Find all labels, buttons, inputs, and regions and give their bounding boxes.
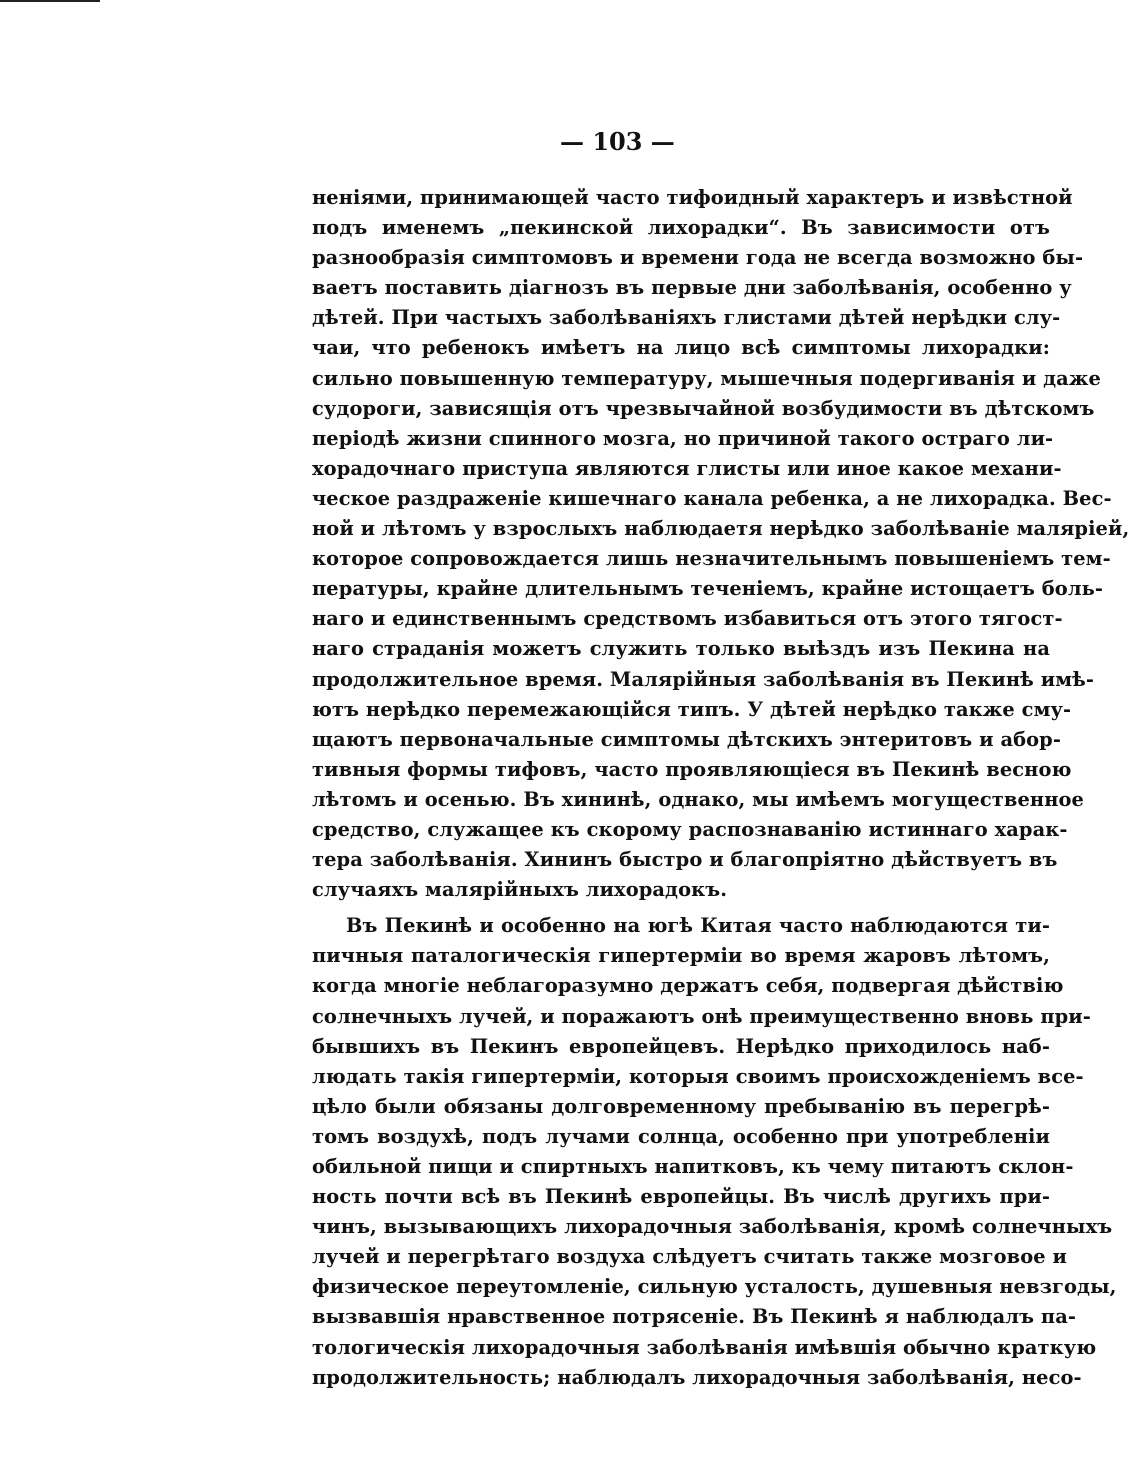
text-line: случаяхъ малярійныхъ лихорадокъ. [312, 878, 728, 902]
text-line: періодѣ жизни спинного мозга, но причиной такого остраго ли- [312, 426, 1054, 450]
text-line: чаи, что ребенокъ имѣетъ на лицо всѣ симптомы лихорадки: [312, 336, 1050, 360]
text-line: средство, служащее къ скорому распознаванію истиннаго харак- [312, 817, 1068, 841]
text-line: тивныя формы тифовъ, часто проявляющіеся въ Пекинѣ весною [312, 757, 1072, 781]
text-line: томъ воздухѣ, подъ лучами солнца, особенно при употребленіи [312, 1124, 1050, 1148]
text-line: разнообразія симптомовъ и времени года не всегда возможно бы- [312, 246, 1084, 270]
paragraph-2 [312, 911, 1117, 1393]
scan-edge-rule [0, 0, 100, 2]
text-line: Въ Пекинѣ и особенно на югѣ Китая часто наблюдаются ти- [346, 914, 1050, 938]
text-line: ваетъ поставить діагнозъ въ первые дни заболѣванія, особенно у [312, 276, 1072, 300]
text-line: цѣло были обязаны долговременному пребыванію въ перегрѣ- [312, 1094, 1050, 1118]
text-line: когда многіе неблагоразумно держатъ себя, подвергая дѣйствію [312, 974, 1064, 998]
text-line: продолжительное время. Малярійныя заболѣванія въ Пекинѣ имѣ- [312, 667, 1095, 691]
text-line: лѣтомъ и осенью. Въ хининѣ, однако, мы имѣемъ могущественное [312, 787, 1084, 811]
text-line: вызвавшія нравственное потрясеніе. Въ Пекинѣ я наблюдалъ па- [312, 1305, 1077, 1329]
text-line: лучей и перегрѣтаго воздуха слѣдуетъ считать также мозговое и [312, 1245, 1068, 1269]
text-line: бывшихъ въ Пекинъ европейцевъ. Нерѣдко приходилось наб- [312, 1034, 1050, 1058]
text-line: тологическія лихорадочныя заболѣванія имѣвшія обычно краткую [312, 1335, 1097, 1359]
text-line: которое сопровождается лишь незначительнымъ повышеніемъ тем- [312, 547, 1111, 571]
text-line: пичныя паталогическія гипертерміи во время жаровъ лѣтомъ, [312, 944, 1050, 968]
text-line: наго страданія можетъ служить только выѣздъ изъ Пекина на [312, 637, 1050, 661]
text-line: людать такія гипертерміи, которыя своимъ происхожденіемъ все- [312, 1064, 1084, 1088]
text-line: чинъ, вызывающихъ лихорадочныя заболѣванія, кромѣ солнечныхъ [312, 1215, 1113, 1239]
paragraph-1 [312, 183, 1130, 905]
text-line: обильной пищи и спиртныхъ напитковъ, къ чему питаютъ склон- [312, 1155, 1074, 1178]
text-line: щаютъ первоначальные симптомы дѣтскихъ энтеритовъ и абор- [312, 727, 1061, 751]
text-line: судороги, зависящія отъ чрезвычайной возбудимости въ дѣтскомъ [312, 396, 1095, 420]
text-line: физическое переутомленіе, сильную усталость, душевныя невзгоды, [312, 1275, 1117, 1299]
text-line: ной и лѣтомъ у взрослыхъ наблюдаетя нерѣдко заболѣваніе малярiей, [312, 517, 1130, 541]
text-line: хорадочнаго приступа являются глисты или иное какое механи- [312, 456, 1062, 480]
text-line: наго и единственнымъ средствомъ избавиться отъ этого тягост- [312, 607, 1063, 631]
text-line: пературы, крайне длительнымъ теченіемъ, крайне истощаетъ боль- [312, 577, 1104, 601]
text-line: неніями, принимающей часто тифоидный характеръ и извѣстной [312, 186, 1073, 209]
text-line: продолжительность; наблюдалъ лихорадочныя заболѣванія, несо- [312, 1365, 1082, 1389]
body-text [312, 183, 1130, 1393]
text-line: ность почти всѣ въ Пекинѣ европейцы. Въ числѣ другихъ при- [312, 1185, 1050, 1209]
text-line: подъ именемъ „пекинской лихорадки“. Въ зависимости отъ [312, 216, 1050, 240]
text-line: тера заболѣванія. Хининъ быстро и благопріятно дѣйствуетъ въ [312, 848, 1058, 872]
text-line: ческое раздраженіе кишечнаго канала ребенка, а не лихорадка. Вес- [312, 486, 1112, 510]
text-line: дѣтей. При частыхъ заболѣваніяхъ глистами дѣтей нерѣдки слу- [312, 306, 1061, 330]
text-line: ютъ нерѣдко перемежающійся типъ. У дѣтей нерѣдко также сму- [312, 697, 1072, 721]
text-line: солнечныхъ лучей, и поражаютъ онѣ преимущественно вновь при- [312, 1004, 1091, 1028]
page-number: — 103 — [560, 127, 675, 156]
text-line: сильно повышенную температуру, мышечныя подергиванія и даже [312, 366, 1101, 390]
